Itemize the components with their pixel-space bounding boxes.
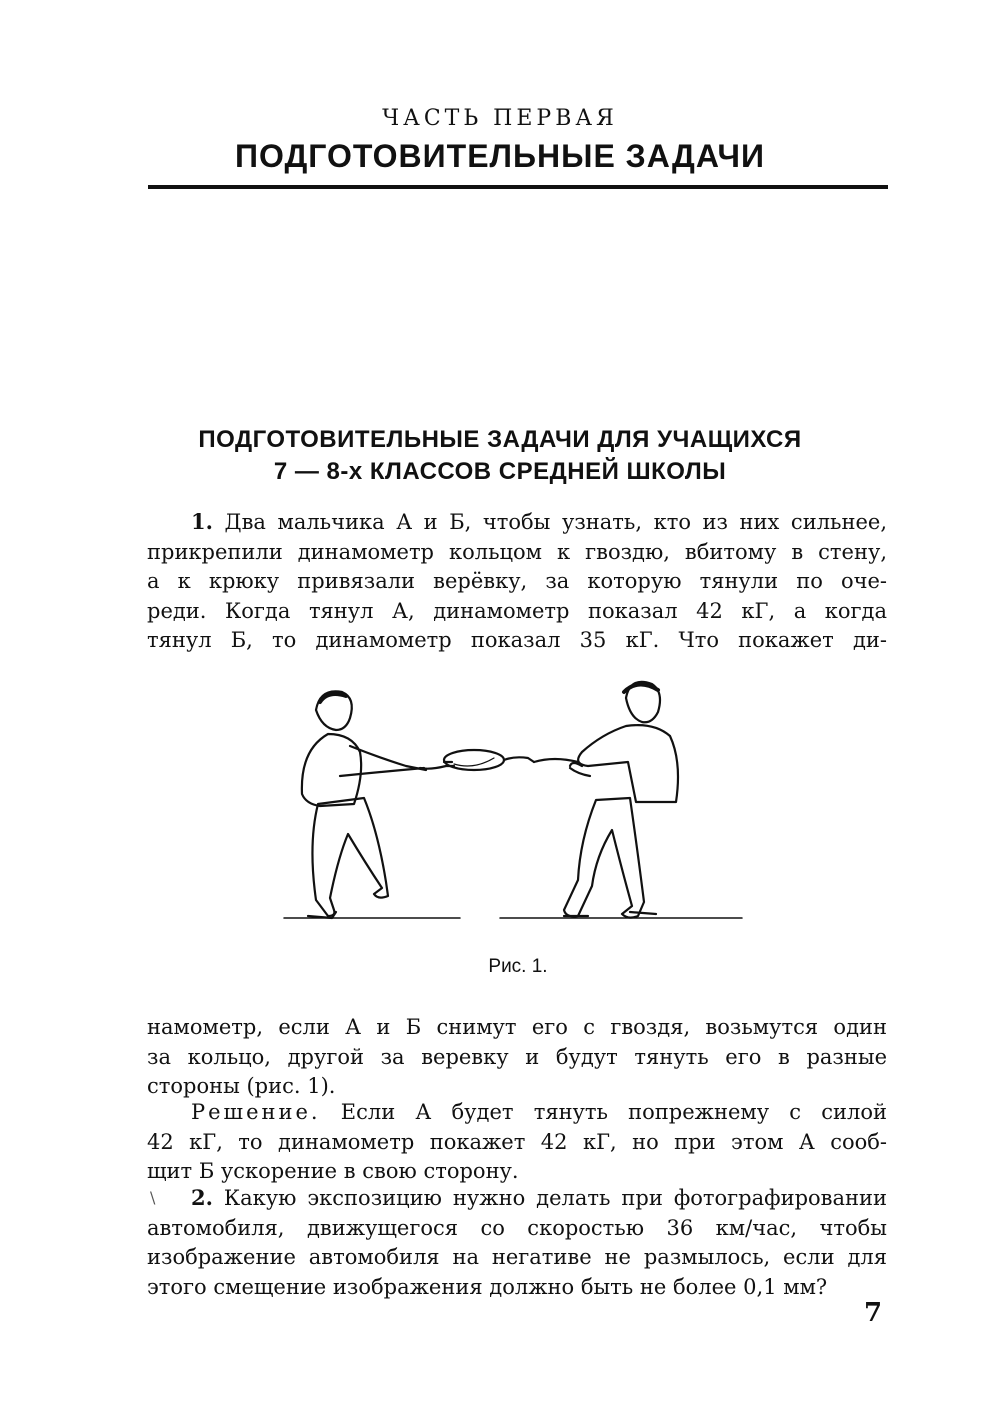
solution-line: 42 кГ, то динамометр покажет 42 кГ, но при этом А сооб- (147, 1129, 887, 1154)
dynamometer-icon (444, 750, 504, 770)
figure-caption: Рис. 1. (488, 956, 548, 977)
section-heading-line2: 7 — 8-х КЛАССОВ СРЕДНЕЙ ШКОЛЫ (273, 458, 727, 485)
problem-2-line: этого смещение изображения должно быть не более 0,1 мм? (147, 1274, 828, 1299)
problem-2-text (147, 1183, 887, 1302)
problem-1-number: 1. (191, 509, 213, 534)
problem-2-line: автомобиля, движущегося со скоростью 36 км/час, чтобы (147, 1215, 887, 1240)
problem-2-line: изображение автомобиля на негативе не размылось, если для (147, 1245, 887, 1269)
problem-1-line: прикрепили динамометр кольцом к гвоздю, вбитому в стену, (147, 539, 887, 564)
problem-1-line: а к крюку привязали верёвку, за которую тянули по оче- (147, 569, 887, 593)
problem-2-number: 2. (191, 1185, 213, 1210)
header-rule (148, 185, 888, 189)
solution-line: Решение. Если А будет тянуть попрежнему с силой (191, 1100, 887, 1124)
problem-1-text (147, 507, 887, 656)
section-heading-line1: ПОДГОТОВИТЕЛЬНЫЕ ЗАДАЧИ ДЛЯ УЧАЩИХСЯ (198, 426, 802, 453)
solution-label: Решение. (191, 1100, 321, 1124)
solution-line: щит Б ускорение в свою сторону. (147, 1159, 519, 1183)
problem-1-line: намометр, если А и Б снимут его с гвоздя, возьмутся один (147, 1015, 887, 1039)
part-subtitle: ПОДГОТОВИТЕЛЬНЫЕ ЗАДАЧИ (235, 138, 765, 174)
problem-2-line: 2. Какую экспозицию нужно делать при фотографировании (191, 1185, 887, 1210)
problem-1-line: тянул Б, то динамометр показал 35 кГ. Что покажет ди- (147, 628, 887, 652)
margin-mark: \ (150, 1188, 156, 1207)
solution-text (147, 1098, 887, 1187)
problem-1-line: реди. Когда тянул А, динамометр показал 42 кГ, а когда (147, 598, 887, 623)
problem-1-line: стороны (рис. 1). (147, 1074, 336, 1098)
problem-1-continuation (147, 1013, 887, 1102)
figure-boys-pulling-dynamometer (280, 680, 760, 950)
part-title: ЧАСТЬ ПЕРВАЯ (382, 106, 618, 131)
page-number: 7 (864, 1298, 883, 1328)
problem-1-line: 1. Два мальчика А и Б, чтобы узнать, кто из них сильнее, (191, 509, 887, 534)
problem-1-line: за кольцо, другой за веревку и будут тянуть его в разные (147, 1044, 887, 1069)
